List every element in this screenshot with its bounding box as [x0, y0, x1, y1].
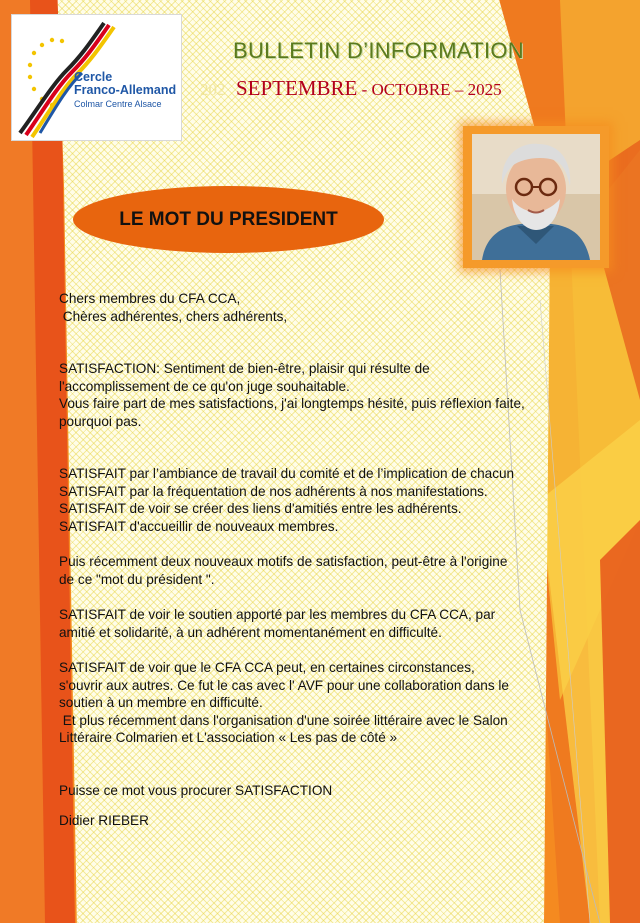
paragraph-2-line-4: SATISFAIT d'accueillir de nouveaux membres.	[59, 518, 339, 534]
section-title: LE MOT DU PRESIDENT	[119, 208, 338, 230]
president-letter	[59, 290, 549, 830]
closing-line: Puisse ce mot vous procurer SATISFACTION	[59, 782, 333, 798]
paragraph-5-line-3: soutien à un membre en difficulté.	[59, 695, 263, 710]
paragraph-5-line-1: SATISFAIT de voir que le CFA CCA peut, en certaines circonstances,	[59, 660, 475, 675]
paragraph-2-line-2: SATISFAIT par la fréquentation de nos adhérents à nos manifestations.	[59, 483, 488, 499]
greeting-line-2: Chères adhérentes, chers adhérents,	[59, 308, 288, 324]
month-september: SEPTEMBRE	[236, 76, 358, 100]
paragraph-1-line-1: SATISFACTION: Sentiment de bien-être, plaisir qui résulte de	[59, 361, 430, 376]
paragraph-4-line-2: amitié et solidarité, à un adhérent momentanément en difficulté.	[59, 624, 442, 640]
paragraph-1-line-2: l'accomplissement de ce qu'on juge souhaitable.	[59, 378, 350, 394]
bulletin-title: BULLETIN D’INFORMATION	[233, 38, 524, 63]
paragraph-3-line-2: de ce "mot du président ".	[59, 571, 215, 587]
paragraph-1-line-3: Vous faire part de mes satisfactions, j'ai longtemps hésité, puis réflexion faite,	[59, 396, 525, 411]
paragraph-4-line-1: SATISFAIT de voir le soutien apporté par les membres du CFA CCA, par	[59, 607, 496, 622]
section-title-oval	[73, 186, 384, 253]
greeting-line-1: Chers membres du CFA CCA,	[59, 291, 241, 306]
issue-year: 2025	[467, 80, 502, 99]
portrait-image-icon	[472, 134, 600, 260]
issue-date	[236, 76, 502, 101]
cfa-logo	[11, 14, 182, 141]
paragraph-2-line-1: SATISFAIT par l’ambiance de travail du comité et de l’implication de chacun	[59, 466, 515, 481]
logo-title	[74, 71, 176, 97]
paragraph-5-line-5: Littéraire Colmarien et L'association « Les pas de côté »	[59, 730, 398, 745]
paragraph-5-line-4: Et plus récemment dans l'organisation d'une soirée littéraire avec le Salon	[59, 712, 508, 728]
month-october: OCTOBRE	[371, 80, 451, 99]
signature: Didier RIEBER	[59, 813, 149, 828]
date-separator-2: –	[450, 80, 468, 99]
president-photo	[472, 134, 600, 260]
paragraph-2-line-3: SATISFAIT de voir se créer des liens d'amitiés entre les adhérents.	[59, 501, 462, 516]
logo-subtitle: Colmar Centre Alsace	[74, 99, 162, 109]
faint-year: 202	[200, 80, 226, 99]
paragraph-1-line-4: pourquoi pas.	[59, 413, 142, 429]
date-separator-1: -	[357, 80, 372, 99]
paragraph-3-line-1: Puis récemment deux nouveaux motifs de satisfaction, peut-être à l'origine	[59, 554, 508, 569]
logo-line-1: Cercle	[74, 70, 113, 84]
paragraph-5-line-2: s'ouvrir aux autres. Ce fut le cas avec l' AVF pour une collaboration dans le	[59, 677, 509, 693]
logo-line-2: Franco-Allemand	[74, 83, 177, 97]
